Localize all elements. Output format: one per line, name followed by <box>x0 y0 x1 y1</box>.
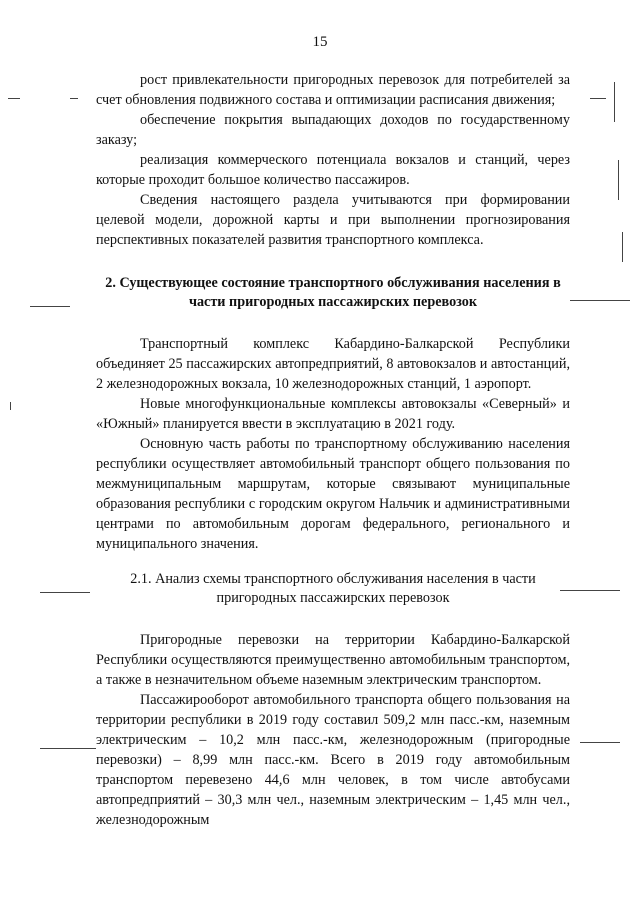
body-paragraph: Основную часть работы по транспортному обслуживанию населения республики осуществляет автомобильный транспорт общего пользования по межмуниципальным маршрутам, которые связывают муниципальные образования республики с городским округом Нальчик и административными центрами по автомобильным дорогам федерального, регионального и муниципального значения. <box>96 436 570 552</box>
scan-mark <box>570 300 630 301</box>
body-paragraph: Пригородные перевозки на территории Кабардино-Балкарской Республики осуществляются преимущественно автомобильным транспортом, а также в незначительном объеме наземным электрическим транспортом. <box>96 632 570 688</box>
body-paragraph: Сведения настоящего раздела учитываются при формировании целевой модели, дорожной карты и при выполнении прогнозирования перспективных показателей развития транспортного комплекса. <box>96 192 570 248</box>
scan-mark <box>40 592 90 593</box>
scan-mark <box>590 98 606 99</box>
body-paragraph: Транспортный комплекс Кабардино-Балкарской Республики объединяет 25 пассажирских автопредприятий, 8 автовокзалов и автостанций, 2 железнодорожных вокзала, 10 железнодорожных станций, 1 аэропорт. <box>96 336 570 392</box>
body-paragraph: реализация коммерческого потенциала вокзалов и станций, через которые проходит большое количество пассажиров. <box>96 152 570 188</box>
scan-mark <box>10 402 11 410</box>
scan-mark <box>622 232 623 262</box>
subsection-heading: 2.1. Анализ схемы транспортного обслуживания населения в части пригородных пассажирских перевозок <box>130 571 536 606</box>
scan-mark <box>580 742 620 743</box>
body-paragraph: рост привлекательности пригородных перевозок для потребителей за счет обновления подвижного состава и оптимизации расписания движения; <box>96 72 570 108</box>
body-paragraph: Новые многофункциональные комплексы автовокзалы «Северный» и «Южный» планируется ввести в эксплуатацию в 2021 году. <box>96 396 570 432</box>
scan-mark <box>8 98 20 99</box>
scan-mark <box>40 748 96 749</box>
scan-mark <box>618 160 619 200</box>
body-paragraph: обеспечение покрытия выпадающих доходов по государственному заказу; <box>96 112 570 148</box>
page-number: 15 <box>312 34 328 50</box>
document-body <box>96 70 570 830</box>
scan-mark <box>614 82 615 122</box>
section-heading: 2. Существующее состояние транспортного обслуживания населения в части пригородных пассажирских перевозок <box>105 275 561 310</box>
scan-mark <box>560 590 620 591</box>
scan-mark <box>30 306 70 307</box>
scan-mark <box>70 98 78 99</box>
body-paragraph: Пассажирооборот автомобильного транспорта общего пользования на территории республики в 2019 году составил 509,2 млн пасс.-км, наземным электрическим – 10,2 млн пасс.-км, железнодорожным (пригородные перевозки) – 8,99 млн пасс.-км. Всего в 2019 году автомобильным транспортом перевезено 44,6 млн человек, в том числе автобусами автопредприятий – 30,3 млн чел., наземным электрическим – 1,45 млн чел., железнодорожным <box>96 692 570 828</box>
